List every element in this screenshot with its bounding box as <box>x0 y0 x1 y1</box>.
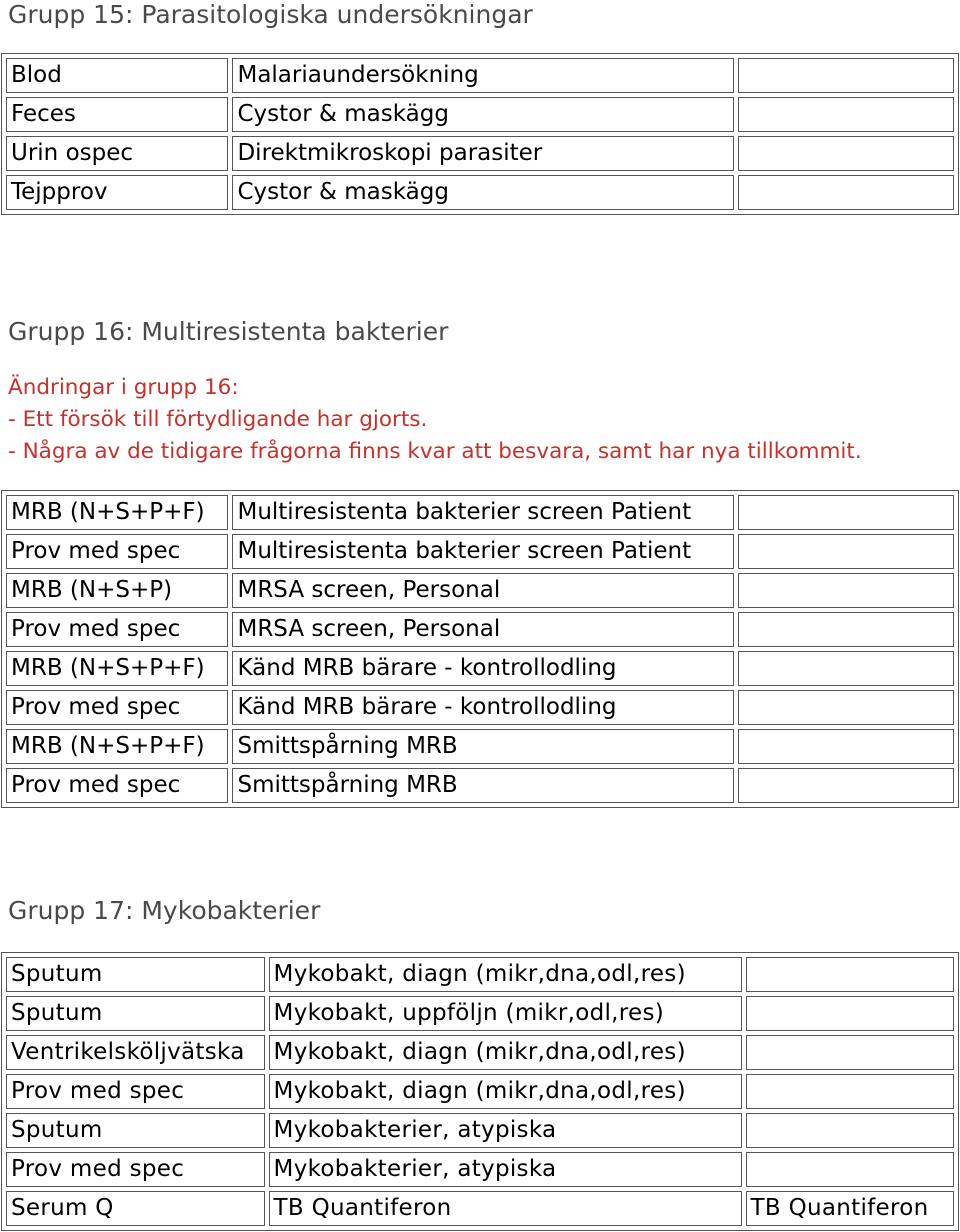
sample-cell: Sputum <box>6 996 265 1031</box>
table-row <box>6 1152 954 1187</box>
extra-cell <box>738 97 954 132</box>
sample-cell: Tejpprov <box>6 175 228 210</box>
extra-cell <box>738 136 954 171</box>
table-row <box>6 612 954 647</box>
table-row <box>6 534 954 569</box>
analysis-cell: Multiresistenta bakterier screen Patient <box>232 534 733 569</box>
sample-cell: MRB (N+S+P) <box>6 573 228 608</box>
extra-cell <box>738 175 954 210</box>
table-row <box>6 996 954 1031</box>
table-row <box>6 729 954 764</box>
sample-cell: MRB (N+S+P+F) <box>6 729 228 764</box>
analysis-cell: Mykobakt, diagn (mikr,dna,odl,res) <box>269 1035 742 1070</box>
analysis-cell: Smittspårning MRB <box>232 729 733 764</box>
extra-cell <box>738 58 954 93</box>
table-row <box>6 1074 954 1109</box>
sample-cell: MRB (N+S+P+F) <box>6 495 228 530</box>
table-row <box>6 768 954 803</box>
group15-title: Grupp 15: Parasitologiska undersökningar <box>8 0 533 29</box>
analysis-cell: Direktmikroskopi parasiter <box>232 136 733 171</box>
extra-cell <box>738 612 954 647</box>
group15-table <box>1 53 959 215</box>
table-row <box>6 690 954 725</box>
sample-cell: Prov med spec <box>6 612 228 647</box>
analysis-cell: Malariaundersökning <box>232 58 733 93</box>
analysis-cell: Mykobakt, diagn (mikr,dna,odl,res) <box>269 1074 742 1109</box>
group16-title: Grupp 16: Multiresistenta bakterier <box>8 317 449 346</box>
analysis-cell: Smittspårning MRB <box>232 768 733 803</box>
analysis-cell: Multiresistenta bakterier screen Patient <box>232 495 733 530</box>
table-row <box>6 495 954 530</box>
extra-cell <box>738 768 954 803</box>
table-row <box>6 58 954 93</box>
sample-cell: Blod <box>6 58 228 93</box>
table-row <box>6 1191 954 1226</box>
group17-title: Grupp 17: Mykobakterier <box>8 896 321 925</box>
table-row <box>6 136 954 171</box>
extra-cell <box>746 1113 954 1148</box>
sample-cell: MRB (N+S+P+F) <box>6 651 228 686</box>
analysis-cell: Känd MRB bärare - kontrollodling <box>232 651 733 686</box>
sample-cell: Sputum <box>6 957 265 992</box>
analysis-cell: MRSA screen, Personal <box>232 573 733 608</box>
sample-cell: Prov med spec <box>6 534 228 569</box>
extra-cell <box>738 573 954 608</box>
extra-cell <box>738 729 954 764</box>
analysis-cell: Mykobakterier, atypiska <box>269 1113 742 1148</box>
group17-table <box>1 952 959 1231</box>
sample-cell: Ventrikelsköljvätska <box>6 1035 265 1070</box>
group16-change-notes <box>8 372 862 468</box>
analysis-cell: Mykobakterier, atypiska <box>269 1152 742 1187</box>
change-note: - Några av de tidigare frågorna finns kvar att besvara, samt har nya tillkommit. <box>8 439 862 464</box>
extra-cell <box>746 996 954 1031</box>
analysis-cell: Känd MRB bärare - kontrollodling <box>232 690 733 725</box>
table-row <box>6 1035 954 1070</box>
sample-cell: Prov med spec <box>6 690 228 725</box>
extra-cell: TB Quantiferon <box>746 1191 954 1226</box>
extra-cell <box>738 495 954 530</box>
group16-table <box>1 490 959 808</box>
sample-cell: Prov med spec <box>6 1152 265 1187</box>
extra-cell <box>738 534 954 569</box>
sample-cell: Feces <box>6 97 228 132</box>
extra-cell <box>746 1035 954 1070</box>
analysis-cell: Cystor & maskägg <box>232 175 733 210</box>
sample-cell: Prov med spec <box>6 768 228 803</box>
analysis-cell: Mykobakt, uppföljn (mikr,odl,res) <box>269 996 742 1031</box>
sample-cell: Serum Q <box>6 1191 265 1226</box>
table-row <box>6 1113 954 1148</box>
analysis-cell: Mykobakt, diagn (mikr,dna,odl,res) <box>269 957 742 992</box>
table-row <box>6 573 954 608</box>
sample-cell: Prov med spec <box>6 1074 265 1109</box>
extra-cell <box>746 957 954 992</box>
extra-cell <box>738 651 954 686</box>
table-row <box>6 957 954 992</box>
extra-cell <box>746 1152 954 1187</box>
sample-cell: Urin ospec <box>6 136 228 171</box>
table-row <box>6 651 954 686</box>
change-note: - Ett försök till förtydligande har gjorts. <box>8 407 428 432</box>
sample-cell: Sputum <box>6 1113 265 1148</box>
table-row <box>6 175 954 210</box>
analysis-cell: MRSA screen, Personal <box>232 612 733 647</box>
analysis-cell: Cystor & maskägg <box>232 97 733 132</box>
change-note: Ändringar i grupp 16: <box>8 375 239 400</box>
analysis-cell: TB Quantiferon <box>269 1191 742 1226</box>
extra-cell <box>738 690 954 725</box>
extra-cell <box>746 1074 954 1109</box>
table-row <box>6 97 954 132</box>
